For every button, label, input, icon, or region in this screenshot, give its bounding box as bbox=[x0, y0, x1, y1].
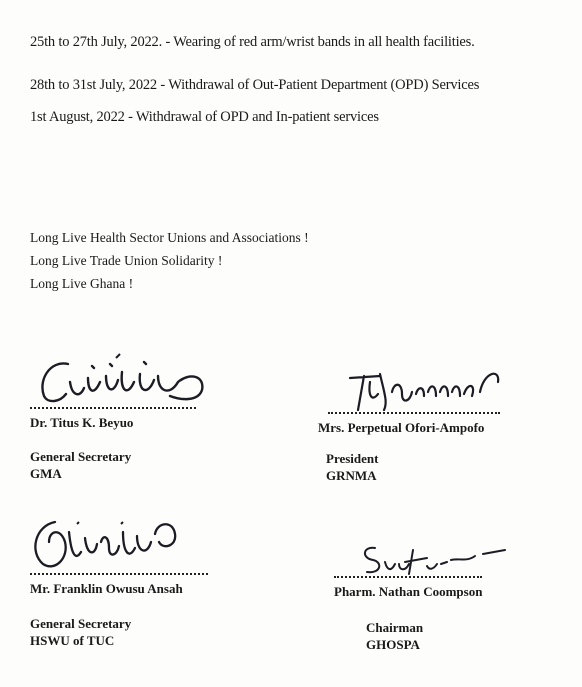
signatory-title: President bbox=[326, 451, 379, 466]
signature-line bbox=[328, 410, 500, 414]
signature-beyuo bbox=[30, 352, 215, 412]
signature-line bbox=[30, 571, 208, 575]
signatory-name: Mrs. Perpetual Ofori-Ampofo bbox=[318, 420, 485, 435]
signature-line bbox=[334, 574, 482, 578]
signatory-title: Chairman bbox=[366, 620, 424, 635]
signatory-title: General Secretary bbox=[30, 449, 132, 464]
signatory-org: GRNMA bbox=[326, 468, 377, 483]
signatory-org: GHOSPA bbox=[366, 637, 420, 652]
signatory-title: General Secretary bbox=[30, 616, 132, 631]
schedule-line-3: 1st August, 2022 - Withdrawal of OPD and In-patient services bbox=[30, 109, 379, 125]
signature-owusu-ansah bbox=[25, 512, 215, 577]
signature-ofori-ampofo bbox=[340, 362, 510, 417]
schedule-line-1: 25th to 27th July, 2022. - Wearing of red arm/wrist bands in all health facilities. bbox=[30, 34, 475, 50]
slogan-3: Long Live Ghana ! bbox=[30, 276, 134, 291]
signatory-name: Dr. Titus K. Beyuo bbox=[30, 415, 134, 430]
signatory-org: HSWU of TUC bbox=[30, 633, 115, 648]
signatory-name: Pharm. Nathan Coompson bbox=[334, 584, 483, 599]
slogan-1: Long Live Health Sector Unions and Associations ! bbox=[30, 230, 309, 245]
signature-line bbox=[30, 405, 196, 409]
schedule-line-2: 28th to 31st July, 2022 - Withdrawal of Out-Patient Department (OPD) Services bbox=[30, 77, 480, 93]
slogan-2: Long Live Trade Union Solidarity ! bbox=[30, 253, 223, 268]
signatory-org: GMA bbox=[30, 466, 62, 481]
signatory-name: Mr. Franklin Owusu Ansah bbox=[30, 581, 183, 596]
